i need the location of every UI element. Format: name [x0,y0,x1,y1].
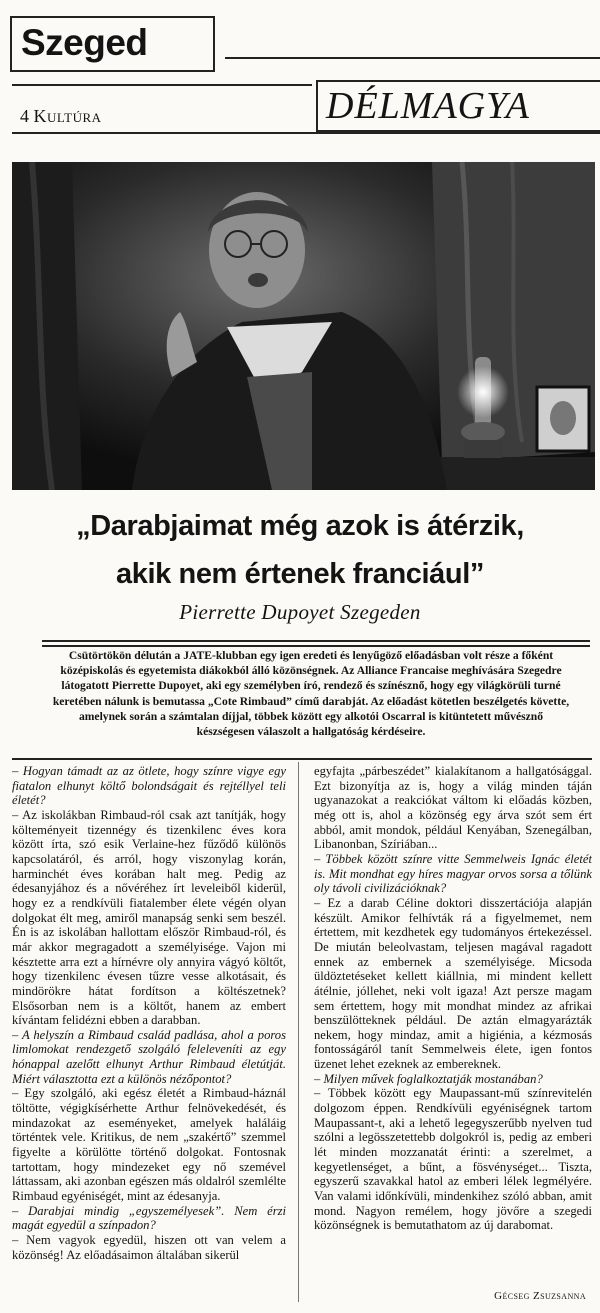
byline: Gécseg Zsuzsanna [488,1290,586,1302]
section-rule [12,84,312,86]
top-rule [225,57,600,59]
headline [15,502,585,598]
lead-top-rule [42,645,590,647]
newspaper-name: DÉLMAGYA [316,80,600,132]
article-column-left [12,764,286,1304]
performance-photo [12,162,595,490]
interview-question: – A helyszín a Rimbaud család padlása, ahol a poros limlomokat rendezgető szolgáló feleleveníti az egy hónappal azelőtt elhunyt Arthur Rimbaud életútját. Miért választotta ezt a különös nézőpontot? [12,1027,286,1086]
interview-answer: – Ez a darab Céline doktori disszertációja alapján készült. Amikor felhívták rá a figyelmemet, nem értettem, mit kezdhetek egy tudományos értekezéssel. De miután beleolvastam, teljesen magával ragadott ennek az embernek a személyisége. Micsoda üldöztetéseket kellett kiállnia, mi mindent kellett átélnie, jóllehet, neki volt igaza! Azt persze magam sem értettem, hogy mit mondhat mindez az afrikai benszülötteknek például. De aztán elmagyarázták nekem, hogy mindaz, amit a higiénia, a kézmosás fontosságáról tanít Semmelweis élete, igen fontos üzenet lehet ezeknek az embereknek. [314,895,592,1072]
interview-question: – Hogyan támadt az az ötlete, hogy színre vigye egy fiatalon elhunyt költő bolondságait és rejtéllyel teli életét? [12,764,286,808]
headline-line-2: akik nem értenek franciául” [116,558,484,590]
section-label [20,106,102,127]
article-column-right [314,764,592,1304]
interview-question: – Milyen művek foglalkoztatják mostanában? [314,1071,543,1086]
interview-answer: – Az iskolákban Rimbaud-ról csak azt tanítják, hogy költeményeit tizennégy és tizenkilenc éves kora között írta, szó esik Verlaine-hez fűződő különös kapcsolatáról, és arról, hogy viszonylag korán, harminchét éves korában halt meg. Pedig az édesanyjához és a nővéréhez írt leveleiből kiderül, hogy ez a rendkívüli fiatalember élete végén olyan dolgokat élt meg, amiről manapság senki sem beszél. Én is az iskolában hallottam először Rimbaud-ról, és már akkor megragadott a személyisége. Vajon mi késztette arra ezt a hírnévre oly annyira vágyó költőt, hogy tizenkilenc évesen tűzre vesse alkotásait, és mindörökre hátat fordítson a költészetnek? Elsősorban nem is a költőt, hanem az embert kívántam felidézni ebben a darabban. [12,807,286,1028]
interview-answer: – Egy szolgáló, aki egész életét a Rimbaud-háznál töltötte, végigkísérhette Arthur felnövekedését, és mindazokat az eseményeket, amelyek haláláig történtek vele. Kritikus, de nem „szakértő” szemmel figyelte a körülötte történő dolgokat. Fontosnak tartottam, hogy mindezeket egy nő szemével láttassam, aki azonban egészen más oldalról szemlélte Rimbaud egyéniségét, mint az édesanyja. [12,1086,286,1204]
column-divider [298,762,299,1302]
interview-question: – Darabjai mindig „egyszemélyesek”. Nem érzi magát egyedül a színpadon? [12,1203,286,1233]
interview-answer: – Többek között egy Maupassant-mű színrevitelén dolgozom éppen. Rendkívüli egyéniségnek tartom Maupassant-t, aki a lehető legegyszerűbb nyelven tud szólni a legösszetettebb dolgokról is, pedig az emberi lét minden mozzanatát érinti: a szerelmet, a kegyetlenséget, a bűnt, a fösvénységet... Tiszta, egyszerű szavakkal hatol az emberi lélek legmélyére. Van valami időnkívüli, mindenkihez szóló abban, amit mond. Nagyon remélem, hogy jövőre a szegedi közönségnek is bemutathatom az új darabomat. [314,1086,592,1233]
interview-answer: – Nem vagyok egyedül, hiszen ott van velem a közönség! Az előadásaimon általában sikerül [12,1233,286,1262]
city-name: Szeged [21,22,148,63]
headline-line-1: „Darabjaimat még azok is átérzik, [76,510,524,542]
page-number: 4 [20,106,29,126]
section-rule-lower [12,132,600,134]
interview-answer: egyfajta „párbeszédet” kialakítanom a hallgatósággal. Ezt bizonyítja az is, hogy a világ minden táján ugyanazokat a reakciókat váltom ki előadás közben, még ott is, ahol a közönség egy árva szót sem ért abból, amit mondok, például Kenyában, Szenegálban, Libanonban, Szíriában... [314,764,592,852]
headline-rule [42,640,590,642]
lead-bottom-rule [12,758,592,760]
subheadline: Pierrette Dupoyet Szegeden [179,600,421,624]
section-name: Kultúra [33,106,102,126]
interview-question: – Többek között színre vitte Semmelweis Ignác életét is. Mit mondhat egy híres magyar orvos sorsa a tőlünk oly távoli civilizációknak? [314,851,592,896]
city-masthead [10,16,215,72]
lead-paragraph: Csütörtökön délután a JATE-klubban egy igen eredeti és lenyűgöző előadásban volt része a főként középiskolás és egyetemista diákokból álló közönségnek. Az Alliance Francaise meghívására Szegedre látogatott Pierrette Dupoyet, aki egy személyben író, rendező és színésznő, hogy egy világkörüli turné keretében nálunk is bemutassa „Cote Rimbaud” című darabját. Az előadást kötetlen beszélgetés követte, amelynek során a számtalan díjjal, többek között egy alkotói Oscarral is kitüntetett művésznő készségesen válaszolt a hallgatóság kérdéseire. [52,649,570,739]
